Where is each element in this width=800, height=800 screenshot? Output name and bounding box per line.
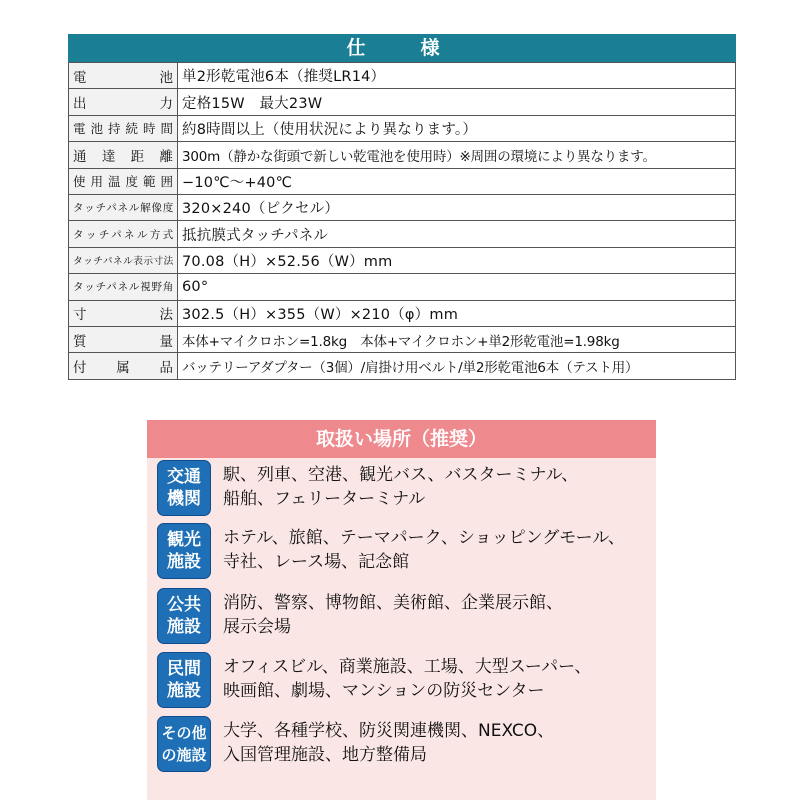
place-line: 展示会場 (223, 617, 291, 637)
table-row (69, 247, 736, 273)
spec-label-accessories: 付属品 (69, 353, 178, 379)
table-row (69, 168, 736, 194)
table-row (69, 300, 736, 326)
spec-value-mass: 本体+マイクロホン=1.8kg 本体+マイクロホン+単2形乾電池=1.98kg (178, 326, 736, 352)
spec-label-panel-type: タッチパネル方式 (69, 221, 178, 247)
table-row (69, 221, 736, 247)
spec-value-output: 定格15W 最大23W (178, 89, 736, 115)
list-item (157, 716, 554, 772)
place-line: 大学、各種学校、防災関連機関、NEXCO、 (223, 721, 555, 741)
place-line: 入国管理施設、地方整備局 (223, 745, 427, 765)
place-line: オフィスビル、商業施設、工場、大型スーパー、 (223, 657, 592, 677)
list-item (157, 523, 625, 579)
place-line: 寺社、レース場、記念館 (223, 552, 410, 572)
spec-value-dimensions: 302.5（H）×355（W）×210（φ）mm (178, 300, 736, 326)
spec-label-battery: 電池 (69, 63, 178, 89)
spec-value-battery-life: 約8時間以上（使用状況により異なります。） (178, 115, 736, 141)
table-row (69, 194, 736, 220)
table-row (69, 274, 736, 300)
place-line: 映画館、劇場、マンションの防災センター (223, 681, 545, 701)
place-line: 船舶、フェリーターミナル (223, 489, 426, 509)
badge-line: 施設 (167, 617, 201, 637)
table-row (69, 63, 736, 89)
place-description (223, 588, 563, 639)
spec-value-range: 300m（静かな街頭で新しい乾電池を使用時）※周囲の環境により異なります。 (178, 142, 736, 168)
badge-line: の施設 (161, 746, 207, 764)
badge-line: 施設 (167, 552, 201, 572)
table-row (69, 89, 736, 115)
list-item (157, 460, 578, 516)
place-line: 消防、警察、博物館、美術館、企業展示館、 (223, 593, 563, 613)
category-badge-transport (157, 460, 211, 516)
places-title: 取扱い場所（推奨） (147, 420, 656, 458)
spec-table (68, 62, 736, 380)
spec-label-dimensions: 寸法 (69, 300, 178, 326)
spec-value-viewing-angle: 60° (178, 274, 736, 300)
spec-section (68, 34, 736, 380)
badge-line: 施設 (167, 681, 201, 701)
spec-value-battery: 単2形乾電池6本（推奨LR14） (178, 63, 736, 89)
place-description (223, 716, 554, 767)
spec-value-temperature: −10℃〜+40℃ (178, 168, 736, 194)
place-line: 駅、列車、空港、観光バス、バスターミナル、 (223, 465, 579, 485)
badge-line: 観光 (167, 530, 201, 550)
list-item (157, 588, 563, 644)
category-badge-public (157, 588, 211, 644)
spec-value-display-size: 70.08（H）×52.56（W）mm (178, 247, 736, 273)
spec-title: 仕 様 (68, 34, 736, 62)
spec-label-viewing-angle: タッチパネル視野角 (69, 274, 178, 300)
badge-line: 交通 (167, 467, 201, 487)
usage-places-section (147, 420, 656, 800)
spec-label-display-size: タッチパネル表示寸法 (69, 247, 178, 273)
badge-line: 機関 (167, 489, 201, 509)
spec-label-battery-life: 電池持続時間 (69, 115, 178, 141)
badge-line: 民間 (167, 659, 201, 679)
spec-label-range: 通達距離 (69, 142, 178, 168)
spec-value-resolution: 320×240（ピクセル） (178, 194, 736, 220)
list-item (157, 652, 591, 708)
spec-value-accessories: バッテリーアダプター（3個）/肩掛け用ベルト/単2形乾電池6本（テスト用） (178, 353, 736, 379)
spec-label-temperature: 使用温度範囲 (69, 168, 178, 194)
place-description (223, 523, 625, 574)
table-row (69, 353, 736, 379)
badge-line: その他 (161, 724, 207, 742)
spec-label-mass: 質量 (69, 326, 178, 352)
spec-label-output: 出力 (69, 89, 178, 115)
spec-value-panel-type: 抵抗膜式タッチパネル (178, 221, 736, 247)
place-description (223, 652, 591, 703)
category-badge-other (157, 716, 211, 772)
table-row (69, 142, 736, 168)
category-badge-tourism (157, 523, 211, 579)
place-description (223, 460, 578, 511)
table-row (69, 115, 736, 141)
spec-label-resolution: タッチパネル解像度 (69, 194, 178, 220)
badge-line: 公共 (167, 595, 201, 615)
category-badge-private (157, 652, 211, 708)
place-line: ホテル、旅館、テーマパーク、ショッピングモール、 (223, 528, 625, 548)
table-row (69, 326, 736, 352)
